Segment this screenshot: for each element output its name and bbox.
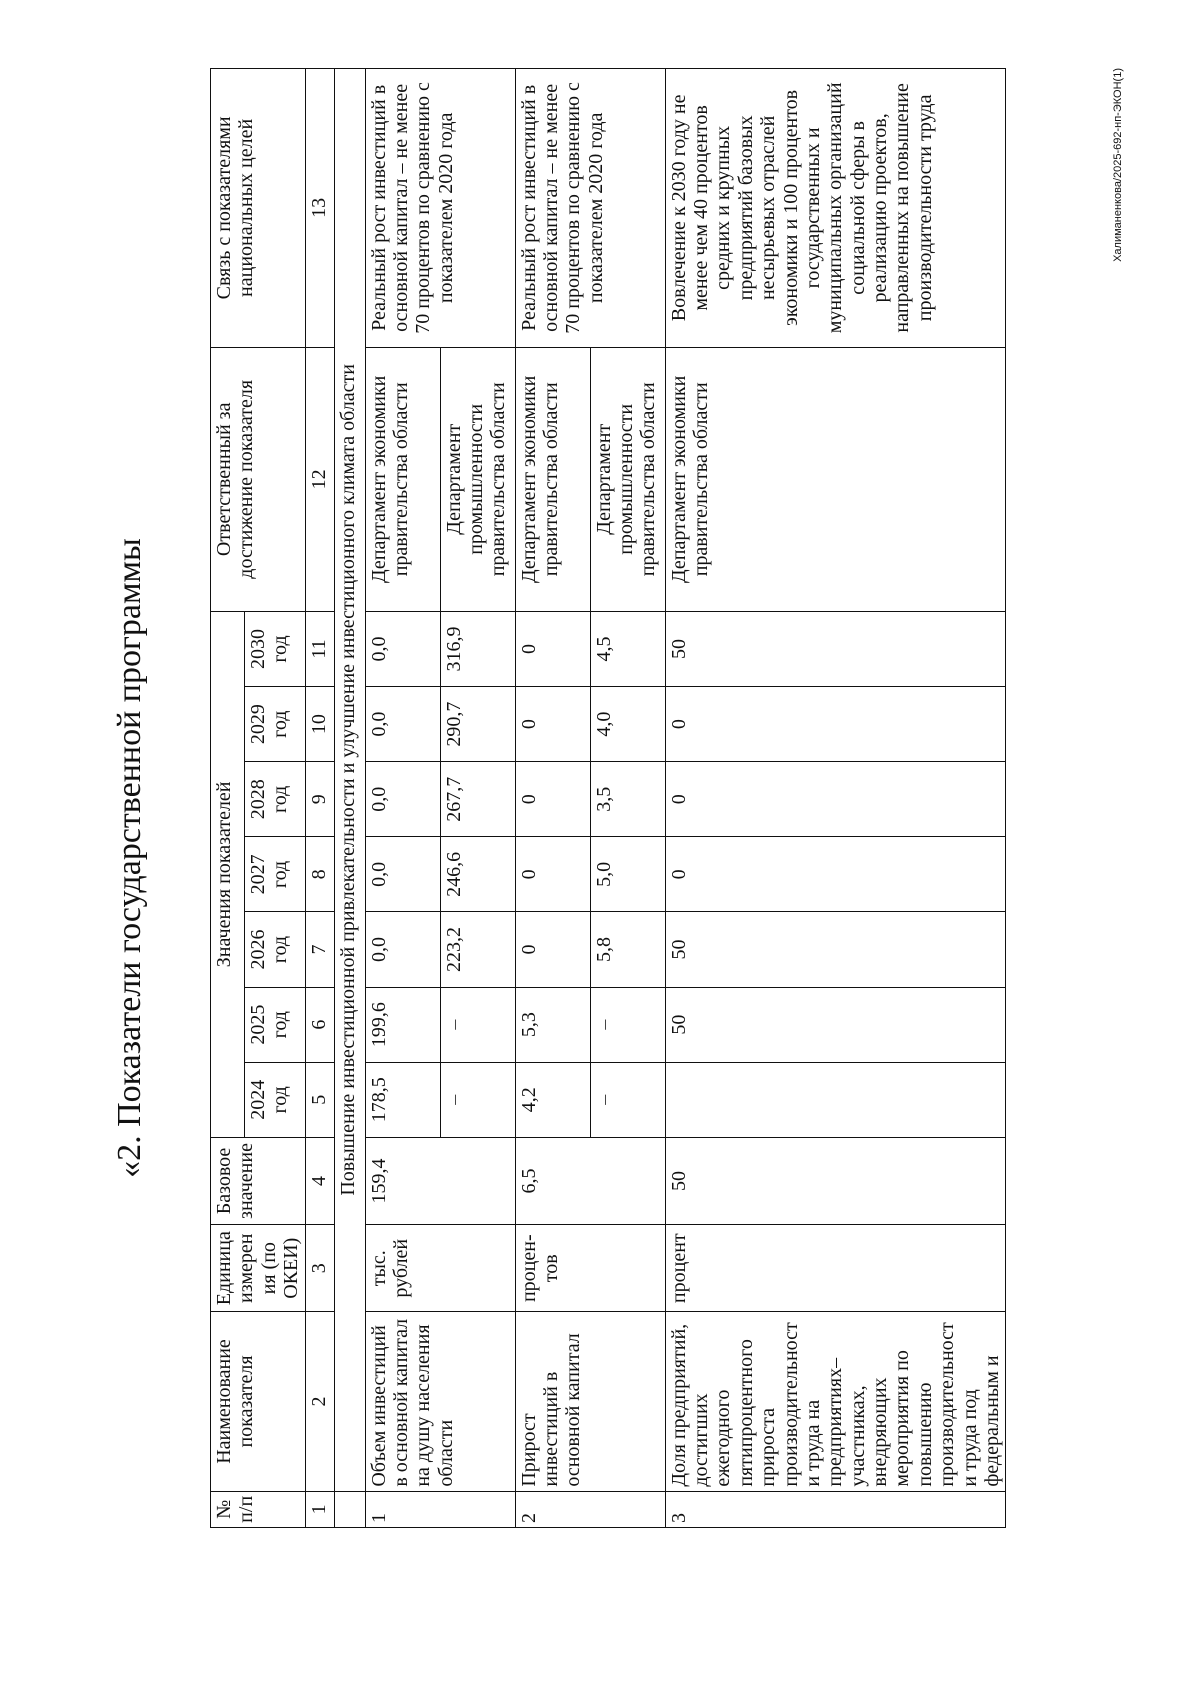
value-cell: – [590, 987, 665, 1062]
column-number: 7 [305, 912, 334, 987]
value-cell: 0,0 [365, 837, 440, 912]
header-year: 2025 год [244, 987, 305, 1062]
header-year: 2029 год [244, 687, 305, 762]
row-base: 6,5 [515, 1137, 665, 1224]
indicators-table [210, 68, 1006, 1528]
value-cell: 0 [515, 687, 590, 762]
column-number: 10 [305, 687, 334, 762]
row-name: Прирост инвестиций в основной капитал [515, 1312, 665, 1491]
column-number: 8 [305, 837, 334, 912]
value-cell: 4,2 [515, 1062, 590, 1137]
column-number: 1 [305, 1491, 334, 1527]
header-year: 2024 год [244, 1062, 305, 1137]
value-cell: 50 [665, 611, 1006, 686]
header-unit: Единица измерения (по ОКЕИ) [211, 1225, 306, 1312]
value-cell: 0 [515, 837, 590, 912]
header-values-group: Значения показателей [211, 611, 245, 1137]
column-number: 2 [305, 1312, 334, 1491]
table-row [365, 69, 440, 1528]
rotated-sheet [100, 48, 1130, 1668]
value-cell: – [590, 1062, 665, 1137]
value-cell: 290,7 [440, 687, 515, 762]
table-row [665, 69, 1006, 1528]
header-year: 2027 год [244, 837, 305, 912]
row-responsible: Департамент экономики правительства области [365, 347, 440, 611]
value-cell: 0 [515, 611, 590, 686]
value-cell: 0,0 [365, 912, 440, 987]
document-title: «2. Показатели государственной программы [111, 538, 148, 1178]
row-num: 3 [665, 1491, 1006, 1527]
row-name: Доля предприятий, достигших ежегодного пятипроцентного прироста производительности труда на предприятиях–участниках, внедряющих мероприятия по повышению производительности труда под федеральным и [665, 1312, 1006, 1491]
header-year: 2026 год [244, 912, 305, 987]
value-cell: 0,0 [365, 687, 440, 762]
row-num: 1 [365, 1491, 515, 1527]
row-base: 50 [665, 1137, 1006, 1224]
value-cell: 0 [665, 837, 1006, 912]
row-responsible: Департамент промышленности правительства области [440, 347, 515, 611]
value-cell: – [440, 1062, 515, 1137]
column-number: 12 [305, 347, 334, 611]
value-cell: 50 [665, 912, 1006, 987]
value-cell: 50 [665, 987, 1006, 1062]
header-base: Базовое значение [211, 1137, 306, 1224]
column-number: 5 [305, 1062, 334, 1137]
column-number: 9 [305, 762, 334, 837]
column-number-row [305, 69, 334, 1528]
section-spacer [334, 1491, 365, 1527]
value-cell: 5,8 [590, 912, 665, 987]
value-cell: 0 [665, 762, 1006, 837]
header-year: 2028 год [244, 762, 305, 837]
column-number: 11 [305, 611, 334, 686]
header-row-1 [211, 69, 245, 1528]
value-cell: 0 [515, 762, 590, 837]
header-name: Наименование показателя [211, 1312, 306, 1491]
value-cell: 178,5 [365, 1062, 440, 1137]
header-link: Связь с показателями национальных целей [211, 69, 306, 348]
value-cell: 316,9 [440, 611, 515, 686]
value-cell [665, 1062, 1006, 1137]
value-cell: 0 [515, 912, 590, 987]
column-number: 3 [305, 1225, 334, 1312]
row-responsible: Департамент промышленности правительства области [590, 347, 665, 611]
section-row [334, 69, 365, 1528]
row-name: Объем инвестиций в основной капитал на душу населения области [365, 1312, 515, 1491]
value-cell: 199,6 [365, 987, 440, 1062]
row-unit: процен-тов [515, 1225, 665, 1312]
column-number: 6 [305, 987, 334, 1062]
row-base: 159,4 [365, 1137, 515, 1224]
header-num: № п/п [211, 1491, 306, 1527]
column-number: 13 [305, 69, 334, 348]
value-cell: 246,6 [440, 837, 515, 912]
row-link: Реальный рост инвестиций в основной капитал – не менее 70 процентов по сравнению с показателем 2020 года [365, 69, 515, 348]
row-unit: процент [665, 1225, 1006, 1312]
section-title: Повышение инвестиционной привлекательности и улучшение инвестиционного климата области [334, 69, 365, 1492]
row-responsible: Департамент экономики правительства области [665, 347, 1006, 611]
header-year: 2030 год [244, 611, 305, 686]
header-responsible: Ответственный за достижение показателя [211, 347, 306, 611]
value-cell: 0,0 [365, 762, 440, 837]
row-unit: тыс. рублей [365, 1225, 515, 1312]
value-cell: 0 [665, 687, 1006, 762]
value-cell: 0,0 [365, 611, 440, 686]
table-row [515, 69, 590, 1528]
row-link: Вовлечение к 2030 году не менее чем 40 процентов средних и крупных предприятий базовых несырьевых отраслей экономики и 100 процентов государственных и муниципальных организаций социальной сферы в реализацию проектов, направленных на повышение производительности труда [665, 69, 1006, 348]
row-responsible: Департамент экономики правительства области [515, 347, 590, 611]
row-num: 2 [515, 1491, 665, 1527]
value-cell: 267,7 [440, 762, 515, 837]
value-cell: 5,3 [515, 987, 590, 1062]
value-cell: 3,5 [590, 762, 665, 837]
value-cell: 223,2 [440, 912, 515, 987]
value-cell: 4,0 [590, 687, 665, 762]
footer-code: Халиманенкова/2025-692-нп-ЭКОН(1) [1112, 68, 1124, 262]
value-cell: – [440, 987, 515, 1062]
value-cell: 5,0 [590, 837, 665, 912]
value-cell: 4,5 [590, 611, 665, 686]
column-number: 4 [305, 1137, 334, 1224]
row-link: Реальный рост инвестиций в основной капитал – не менее 70 процентов по сравнению с показателем 2020 года [515, 69, 665, 348]
